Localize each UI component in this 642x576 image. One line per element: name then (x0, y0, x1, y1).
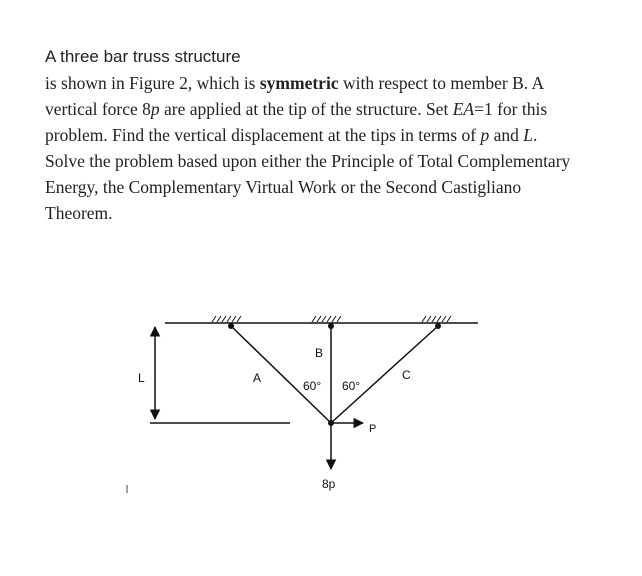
text-segment: are applied at the tip of the structure. Set (159, 99, 453, 119)
text-segment: =1 for this (474, 99, 548, 119)
joint-left (228, 323, 234, 329)
member-label-b: B (315, 346, 324, 360)
dimension-label-l: L (138, 371, 145, 385)
member-a (231, 326, 331, 423)
force-label-8p: 8p (322, 477, 336, 491)
text-italic-ea: EA (452, 99, 475, 119)
text-segment: problem. Find the vertical displacement at the tips in terms of (45, 125, 481, 145)
problem-line-5: Energy, the Complementary Virtual Work or the Second Castigliano (45, 177, 522, 197)
member-c (331, 326, 438, 423)
text-segment: with respect to member B. A (338, 73, 545, 93)
member-label-c: C (402, 368, 411, 382)
ceiling-hatch (212, 316, 451, 322)
text-bold-symmetric: symmetric (259, 73, 339, 93)
text-segment: and (489, 125, 524, 145)
text-segment: vertical force 8 (45, 99, 151, 119)
joint-top (328, 323, 334, 329)
text-segment: is shown in Figure 2, which is (45, 73, 260, 93)
problem-line-6: Theorem. (45, 203, 113, 223)
member-label-a: A (253, 371, 262, 385)
text-italic-p: p (150, 99, 160, 119)
text-italic-p: p (480, 125, 490, 145)
angle-label-right: 60° (342, 379, 361, 393)
angle-label-left: 60° (303, 379, 322, 393)
joint-right (435, 323, 441, 329)
problem-line-4: Solve the problem based upon either the Principle of Total Complementary (45, 151, 571, 171)
text-italic-l: L (523, 125, 533, 145)
problem-title: A three bar truss structure (45, 47, 241, 66)
text-segment: . (532, 125, 538, 145)
force-label-p: P (369, 423, 377, 435)
